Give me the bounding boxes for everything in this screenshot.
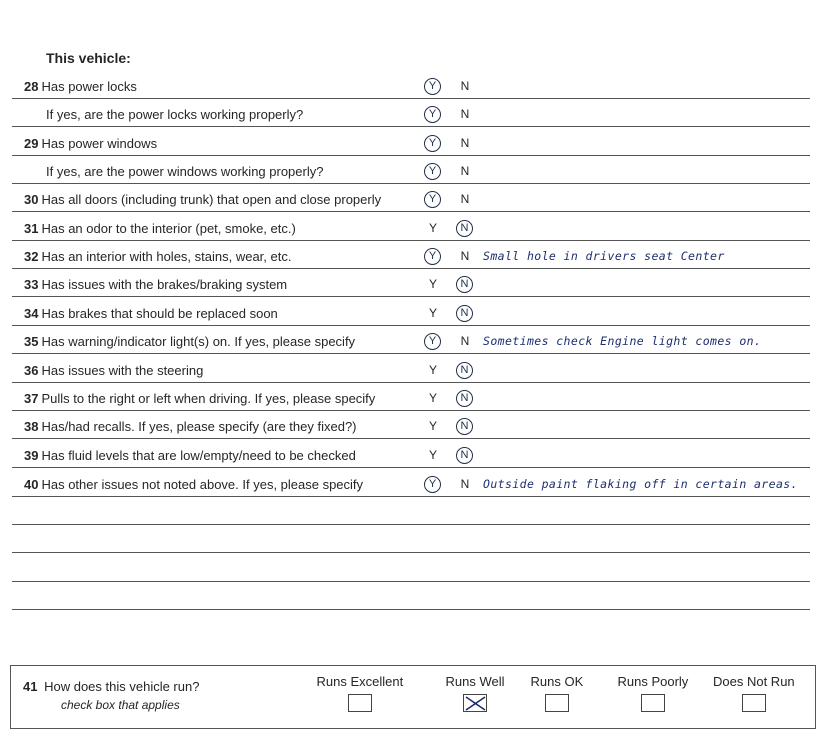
- run-question: [23, 679, 199, 694]
- question-row: [12, 155, 810, 184]
- question-row: [12, 212, 810, 241]
- yes-option[interactable]: Y: [424, 78, 441, 95]
- handwritten-note: Small hole in drivers seat Center: [483, 249, 725, 263]
- question-label: Has other issues not noted above. If yes, please specify: [41, 477, 364, 492]
- question-text: [24, 306, 278, 321]
- question-label: Has power locks: [41, 79, 137, 94]
- question-text: [24, 334, 355, 349]
- run-option-label: Runs Well: [445, 674, 505, 689]
- question-label: Pulls to the right or left when driving. If yes, please specify: [41, 391, 376, 406]
- no-option[interactable]: N: [460, 249, 470, 263]
- run-option-label: Runs Excellent: [316, 674, 404, 689]
- yes-option[interactable]: Y: [424, 248, 441, 265]
- question-number: 32: [24, 249, 39, 264]
- question-text: [24, 448, 356, 463]
- question-label: Has power windows: [41, 136, 158, 151]
- no-option[interactable]: N: [456, 362, 473, 379]
- yes-option[interactable]: Y: [428, 277, 437, 291]
- run-option-checkbox[interactable]: [545, 694, 569, 712]
- no-option[interactable]: N: [456, 220, 473, 237]
- question-row: [12, 354, 810, 383]
- yes-option[interactable]: Y: [428, 363, 437, 377]
- question-number: 29: [24, 136, 39, 151]
- question-row: [12, 468, 810, 497]
- question-text: [24, 136, 157, 151]
- question-row: [12, 127, 810, 156]
- question-number: 33: [24, 277, 39, 292]
- section-heading: This vehicle:: [46, 50, 131, 66]
- no-option[interactable]: N: [460, 136, 470, 150]
- yes-option[interactable]: Y: [428, 391, 437, 405]
- question-text: [24, 419, 357, 434]
- question-text: [24, 221, 296, 236]
- yes-option[interactable]: Y: [428, 306, 437, 320]
- question-label: Has fluid levels that are low/empty/need to be checked: [41, 448, 356, 463]
- run-option-label: Does Not Run: [713, 674, 795, 689]
- question-label: Has an interior with holes, stains, wear, etc.: [41, 249, 292, 264]
- yes-option[interactable]: Y: [424, 106, 441, 123]
- run-option-label: Runs OK: [530, 674, 584, 689]
- yes-option[interactable]: Y: [424, 163, 441, 180]
- question-number: 35: [24, 334, 39, 349]
- question-row: [12, 98, 810, 127]
- question-text: [24, 277, 287, 292]
- no-option[interactable]: N: [456, 276, 473, 293]
- handwritten-note: Outside paint flaking off in certain areas.: [483, 477, 798, 491]
- run-question-number: 41: [23, 679, 38, 694]
- yes-option[interactable]: Y: [428, 448, 437, 462]
- yes-option[interactable]: Y: [428, 221, 437, 235]
- question-label: Has issues with the steering: [41, 363, 204, 378]
- yes-option[interactable]: Y: [424, 191, 441, 208]
- run-option-checkbox[interactable]: [742, 694, 766, 712]
- question-label: Has issues with the brakes/braking system: [41, 277, 288, 292]
- run-condition-section: [10, 665, 816, 729]
- question-text: [24, 363, 203, 378]
- question-number: 40: [24, 477, 39, 492]
- no-option[interactable]: N: [456, 390, 473, 407]
- question-number: 28: [24, 79, 39, 94]
- question-row: [12, 439, 810, 468]
- question-number: 39: [24, 448, 39, 463]
- question-label: If yes, are the power windows working properly?: [46, 164, 324, 179]
- question-row: [12, 70, 810, 99]
- yes-option[interactable]: Y: [428, 419, 437, 433]
- no-option[interactable]: N: [456, 418, 473, 435]
- x-mark-icon: [464, 695, 488, 713]
- question-number: 34: [24, 306, 39, 321]
- question-row: [12, 410, 810, 439]
- question-row: [12, 183, 810, 212]
- question-row: [12, 325, 810, 354]
- question-label: Has brakes that should be replaced soon: [41, 306, 278, 321]
- question-label: Has an odor to the interior (pet, smoke, etc.): [41, 221, 296, 236]
- handwritten-note: Sometimes check Engine light comes on.: [483, 334, 762, 348]
- blank-write-in-line: [12, 523, 810, 525]
- question-number: 31: [24, 221, 39, 236]
- blank-write-in-line: [12, 580, 810, 582]
- no-option[interactable]: N: [460, 334, 470, 348]
- yes-option[interactable]: Y: [424, 135, 441, 152]
- question-number: 36: [24, 363, 39, 378]
- run-option-checkbox[interactable]: [641, 694, 665, 712]
- no-option[interactable]: N: [456, 447, 473, 464]
- run-question-text: How does this vehicle run?: [44, 679, 200, 694]
- blank-write-in-line: [12, 608, 810, 610]
- question-text: [24, 192, 381, 207]
- question-row: [12, 268, 810, 297]
- run-instruction: check box that applies: [61, 698, 180, 712]
- question-text: [46, 107, 303, 122]
- question-text: [24, 79, 137, 94]
- question-number: 38: [24, 419, 39, 434]
- question-row: [12, 240, 810, 269]
- yes-option[interactable]: Y: [424, 476, 441, 493]
- no-option[interactable]: N: [460, 164, 470, 178]
- yes-option[interactable]: Y: [424, 333, 441, 350]
- question-row: [12, 382, 810, 411]
- no-option[interactable]: N: [460, 79, 470, 93]
- no-option[interactable]: N: [460, 192, 470, 206]
- question-label: Has/had recalls. If yes, please specify (are they fixed?): [41, 419, 357, 434]
- question-text: [24, 249, 291, 264]
- question-text: [24, 477, 363, 492]
- blank-write-in-line: [12, 551, 810, 553]
- question-label: Has warning/indicator light(s) on. If yes, please specify: [41, 334, 356, 349]
- no-option[interactable]: N: [460, 107, 470, 121]
- question-row: [12, 297, 810, 326]
- no-option[interactable]: N: [456, 305, 473, 322]
- run-option-checkbox[interactable]: [348, 694, 372, 712]
- no-option[interactable]: N: [460, 477, 470, 491]
- question-number: 37: [24, 391, 39, 406]
- question-number: 30: [24, 192, 39, 207]
- question-text: [24, 391, 375, 406]
- question-label: Has all doors (including trunk) that open and close properly: [41, 192, 382, 207]
- question-label: If yes, are the power locks working properly?: [46, 107, 304, 122]
- run-option-label: Runs Poorly: [617, 674, 689, 689]
- question-text: [46, 164, 323, 179]
- run-option-checkbox[interactable]: [463, 694, 487, 712]
